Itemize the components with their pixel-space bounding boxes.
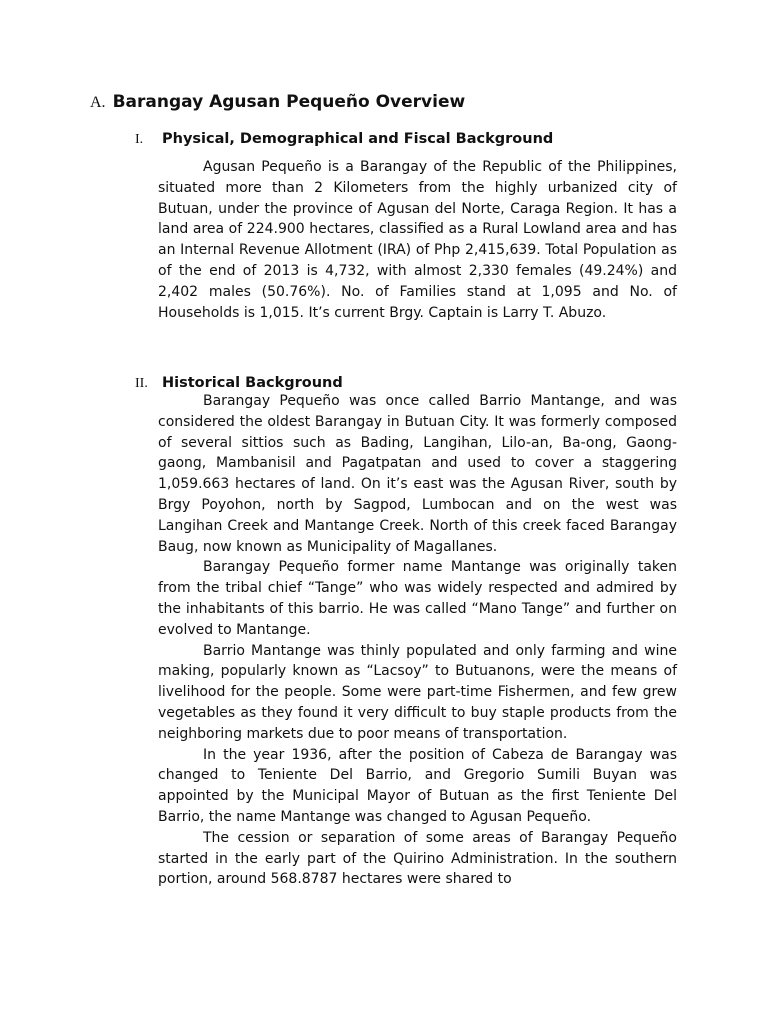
paragraph: The cession or separation of some areas of Barangay Pequeño started in the early part of the Quirino Administration. In the southern portion, around 568.8787 hectares were shared to [158,829,677,888]
paragraph: Agusan Pequeño is a Barangay of the Republic of the Philippines, situated more than 2 Kilometers from the highly urbanized city of Butuan, under the province of Agusan del Norte, Caraga Region. It has a land area of 224.900 hectares, classified as a Rural Lowland area and has an Internal Revenue Allotment (IRA) of Php 2,415,639. Total Population as of the end of 2013 is 4,732, with almost 2,330 females (49.24%) and 2,402 males (50.76%). No. of Families stand at 1,095 and No. of Households is 1,015. It’s current Brgy. Captain is Larry T. Abuzo. [158,159,677,321]
paragraph: In the year 1936, after the position of Cabeza de Barangay was changed to Teniente Del Barrio, and Gregorio Sumili Buyan was appointed by the Municipal Mayor of Butuan as the first Teniente Del Barrio, the name Mantange was changed to Agusan Pequeño. [158,746,677,825]
paragraph: Barrio Mantange was thinly populated and only farming and wine making, popularly known as “Lacsoy” to Butuanons, were the means of livelihood for the people. Some were part-time Fishermen, and few grew vegetables as they found it very difficult to buy staple products from the neighboring markets due to poor means of transportation. [158,642,677,742]
subsection-marker: II. [135,376,148,391]
section-heading [90,92,465,112]
subsection-marker: I. [135,132,144,147]
subsection-body-historical [158,391,677,890]
subsection-title: Physical, Demographical and Fiscal Background [162,131,554,147]
paragraph: Barangay Pequeño was once called Barrio Mantange, and was considered the oldest Barangay in Butuan City. It was formerly composed of several sittios such as Bading, Langihan, Lilo-an, Ba-ong, Gaong-gaong, Mambanisil and Pagatpatan and used to cover a staggering 1,059.663 hectares of land. On it’s east was the Agusan River, south by Brgy Poyohon, north by Sagpod, Lumbocan and on the west was Langihan Creek and Mantange Creek. North of this creek faced Barangay Baug, now known as Municipality of Magallanes. [158,393,677,555]
paragraph: Barangay Pequeño former name Mantange was originally taken from the tribal chief “Tange” who was widely respected and admired by the inhabitants of this barrio. He was called “Mano Tange” and further on evolved to Mantange. [158,559,677,638]
subsection-body-physical [158,157,677,323]
subsection-heading-historical [135,374,343,392]
section-marker: A. [90,94,106,111]
subsection-title: Historical Background [162,375,343,391]
section-title: Barangay Agusan Pequeño Overview [112,92,466,112]
subsection-heading-physical [135,130,553,148]
